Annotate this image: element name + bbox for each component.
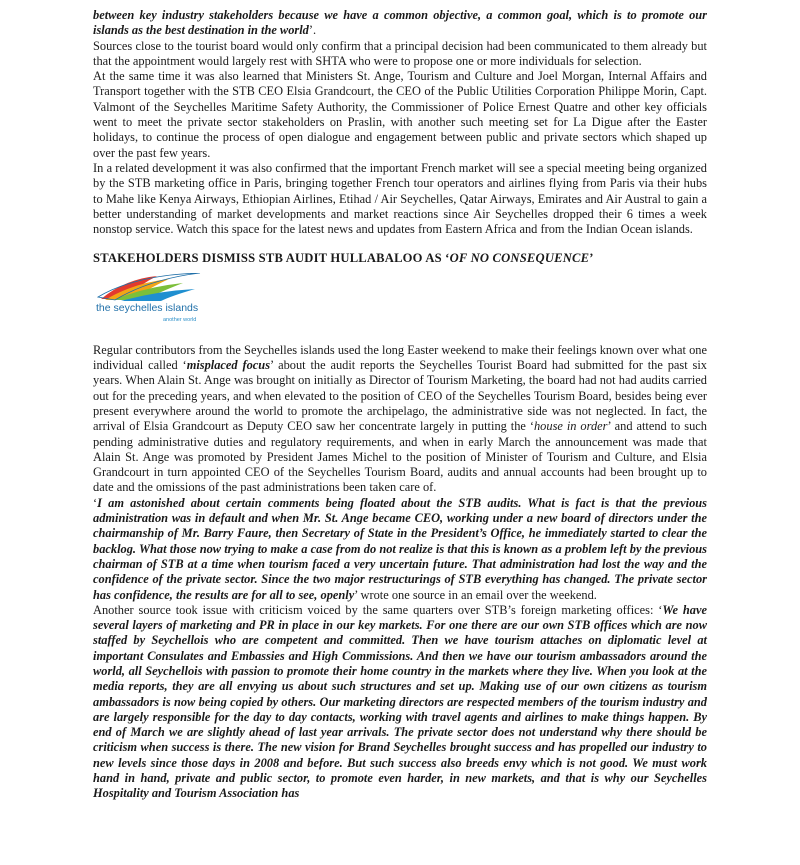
logo-tagline: another world (163, 316, 197, 323)
heading-italic: OF NO CONSEQUENCE (449, 251, 590, 266)
seychelles-islands-logo (93, 273, 213, 325)
quote-close: ’. (308, 23, 317, 38)
paragraph-marketing-offices (93, 603, 707, 802)
paragraph-french-market: In a related development it was also confirmed that the important French market will see a special meeting being organized by the STB marketing office in Paris, bringing together French tour operators and airlines flying from Paris via their hubs to Mahe like Kenya Airways, Ethiopian Airlines, Etihad / Air Seychelles, Qatar Airways, Emirates and Air Austral to gain a better understanding of market developments and market reactions since Air Seychelles dropped their 6 times a week nonstop service. Watch this space for the latest news and updates from Eastern Africa and from the Indian Ocean islands. (93, 160, 707, 237)
text-run: Another source took issue with criticism voiced by the same quarters over STB’s foreign marketing offices: ‘ (93, 602, 663, 617)
article-heading (93, 251, 707, 266)
misplaced-focus-emphasis: misplaced focus (186, 358, 271, 373)
bold-quote: I am astonished about certain comments being floated about the STB audits. What is fact is that the previous administration was in default and when Mr. St. Ange became CEO, working under a new board of directors under the chairmanship of Mr. Barry Faure, then Secretary of State in the President’s Office, he immediately started to clear the backlog. What those now trying to make a case from do not realize is that this is known as a problem left by the previous chairman of STB at a time when tourism faced a very uncertain future. That administration had lost the way and the confidence of the private sector. Since the two major restructurings of STB everything has changed. The private sector has confidence, the results are for all to see, openly (93, 495, 707, 602)
heading-close: ’ (589, 251, 594, 266)
quote-open: ‘ (93, 495, 98, 510)
bold-quote: between key industry stakeholders because we have a common objective, a common goal, which is to promote our islands as the best destination in the world (93, 8, 707, 38)
document-page (93, 8, 707, 802)
paragraph-sources: Sources close to the tourist board would only confirm that a principal decision had been communicated to them already but that the appointment would largely rest with SHTA who were to propose one or more individuals for selection. (93, 38, 707, 68)
paragraph-quote-end (93, 8, 707, 39)
logo-name: the seychelles islands (96, 301, 199, 314)
paragraph-astonished-quote (93, 496, 707, 603)
paragraph-ministers: At the same time it was also learned that Ministers St. Ange, Tourism and Culture and Joel Morgan, Internal Affairs and Transport together with the STB CEO Elsia Grandcourt, the CEO of the Public Utilities Corporation Philippe Morin, Capt. Valmont of the Seychelles Maritime Safety Authority, the Commissioner of Police Ernest Quatre and other key officials went to meet the private sector stakeholders on Praslin, with another such meeting set for La Digue after the Easter holidays, to continue the process of open dialogue and engagement between public and private sectors which shaped up over the past few years. (93, 69, 707, 160)
text-run: ’ and attend to such pending administrative duties and regulatory requirements, and when in early March the announcement was made that Alain St. Ange was promoted by President James Michel to the position of Minister of Tourism and Culture, and Elsia Grandcourt in turn appointed CEO of the Seychelles Tourism Board, audits and annual accounts had been brought up to date and the omissions of the past administrations been taken care of. (93, 419, 707, 495)
text-run: ’ about the audit reports the Seychelles Tourist Board had submitted for the past six years. When Alain St. Ange was brought on initially as Director of Tourism Marketing, the board had not had audits carried out for the preceding years, and when elevated to the position of CEO of the Seychelles Tourism Board, besides being ever present everywhere around the world to promote the archipelago, the administrative side was not neglected. In fact, the arrival of Elsia Grandcourt as Deputy CEO saw her concentrate largely in putting the ‘ (93, 358, 708, 434)
flag-swoosh-icon (95, 273, 205, 303)
text-run: ’ wrote one source in an email over the weekend. (354, 587, 597, 602)
text-run: Regular contributors from the Seychelles islands used the long Easter weekend to make their feelings known over what one individual called ‘ (93, 342, 707, 373)
heading-text: STAKEHOLDERS DISMISS STB AUDIT HULLABALOO AS ‘ (93, 251, 450, 266)
house-in-order-emphasis: house in order (533, 419, 608, 434)
paragraph-regular-contributors (93, 343, 707, 496)
bold-quote: We have several layers of marketing and PR in place in our key markets. For one there are our own STB offices which are now staffed by Seychellois who are competent and committed. Then we have tourism attaches on diplomatic level at important Consulates and Embassies and High Commissions. And then we have our tourism ambassadors around the world, all Seychellois with passion to promote their home country in the markets where they live. When you look at the media reports, they are all envying us about such structures and set up. Making use of our own citizens as tourism ambassadors is now being copied by others. Our marketing directors are respected members of the tourism industry and are largely responsible for the day to day contacts, working with travel agents and airlines to make things happen. By end of March we are slightly ahead of last year arrivals. The private sector does not understand why there should be criticism when success is there. The new vision for Brand Seychelles brought success and has propelled our industry to new levels since those days in 2008 and before. But such success also breeds envy which is not good. We must work hand in hand, private and public sector, to promote even harder, in new markets, and that is why our Seychelles Hospitality and Tourism Association has (93, 602, 707, 801)
